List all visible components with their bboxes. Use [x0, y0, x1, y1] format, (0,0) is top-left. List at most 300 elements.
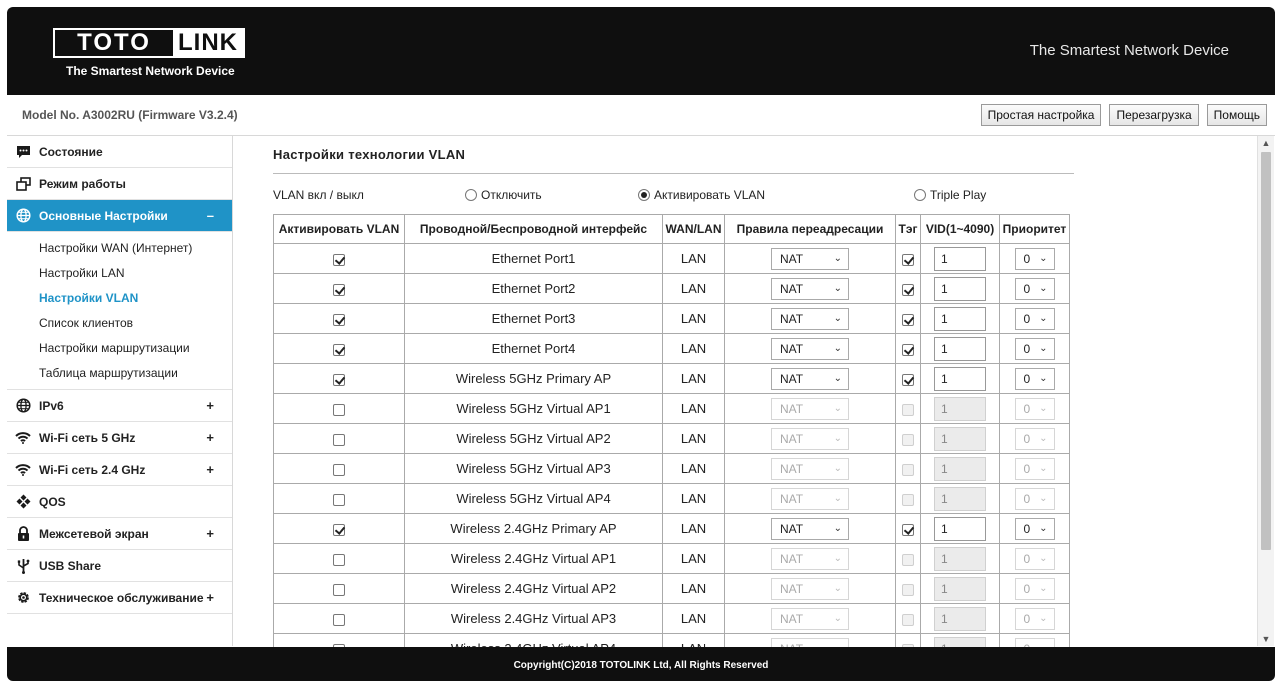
forwarding-rule-value: NAT — [780, 461, 804, 476]
forwarding-rule-value: NAT — [780, 491, 804, 506]
tag-cell — [896, 244, 921, 274]
forwarding-rule-value: NAT — [780, 521, 804, 536]
iface-cell: Ethernet Port1 — [405, 244, 663, 274]
expand-icon[interactable]: + — [206, 590, 214, 605]
col-tag-header: Тэг — [896, 215, 921, 244]
enable-cell — [274, 304, 405, 334]
forwarding-rule-value: NAT — [780, 311, 804, 326]
priority-select[interactable] — [1015, 518, 1055, 540]
vid-input[interactable]: 1 — [934, 247, 986, 271]
vid-input[interactable]: 1 — [934, 337, 986, 361]
priority-select[interactable] — [1015, 458, 1055, 480]
table-row — [274, 364, 1070, 394]
header — [7, 7, 1275, 95]
chevron-down-icon: ⌄ — [1039, 342, 1048, 354]
sidebar-item-label: QOS — [39, 494, 66, 509]
tag-cell — [896, 334, 921, 364]
priority-select[interactable] — [1015, 368, 1055, 390]
lock-icon — [15, 526, 31, 542]
prio-cell — [1000, 364, 1070, 394]
priority-value: 0 — [1023, 461, 1031, 476]
forwarding-rule-select[interactable] — [771, 278, 849, 300]
totolink-logo[interactable] — [53, 28, 249, 78]
tag-checkbox[interactable] — [902, 314, 914, 326]
vid-input[interactable]: 1 — [934, 307, 986, 331]
priority-select[interactable] — [1015, 398, 1055, 420]
logo-right-text: LINK — [173, 30, 243, 56]
rule-cell — [725, 574, 896, 604]
expand-icon[interactable]: + — [206, 430, 214, 445]
chevron-down-icon: ⌄ — [1039, 402, 1048, 414]
rule-cell — [725, 454, 896, 484]
vid-cell — [921, 304, 1000, 334]
forwarding-rule-select[interactable] — [771, 428, 849, 450]
chevron-down-icon: ⌄ — [1039, 612, 1048, 624]
enable-cell — [274, 514, 405, 544]
col-iface-header: Проводной/Беспроводной интерфейс — [405, 215, 663, 244]
wifi-icon — [15, 462, 31, 478]
table-row — [274, 574, 1070, 604]
radio-disable[interactable] — [465, 188, 542, 202]
enable-vlan-checkbox[interactable] — [333, 314, 345, 326]
tag-checkbox[interactable] — [902, 284, 914, 296]
vid-cell — [921, 334, 1000, 364]
expand-icon[interactable]: + — [206, 398, 214, 413]
tag-checkbox[interactable] — [902, 254, 914, 266]
enable-cell — [274, 244, 405, 274]
rule-cell — [725, 394, 896, 424]
sidebar-item-8[interactable] — [7, 550, 232, 582]
wanlan-cell: LAN — [663, 454, 725, 484]
priority-value: 0 — [1023, 491, 1031, 506]
priority-value: 0 — [1023, 371, 1031, 386]
tag-checkbox[interactable] — [902, 374, 914, 386]
forwarding-rule-select[interactable] — [771, 548, 849, 570]
forwarding-rule-select[interactable] — [771, 608, 849, 630]
model-bar — [7, 95, 1275, 136]
enable-vlan-checkbox[interactable] — [333, 254, 345, 266]
prio-cell — [1000, 544, 1070, 574]
tag-cell — [896, 364, 921, 394]
chevron-down-icon: ⌄ — [1039, 252, 1048, 264]
enable-cell — [274, 574, 405, 604]
vid-cell — [921, 424, 1000, 454]
globe-icon — [15, 398, 31, 414]
chevron-down-icon: ⌄ — [833, 552, 842, 564]
tag-cell — [896, 484, 921, 514]
chevron-down-icon: ⌄ — [833, 432, 842, 444]
sidebar-item-label: Режим работы — [39, 176, 126, 191]
enable-cell — [274, 274, 405, 304]
chevron-down-icon: ⌄ — [833, 462, 842, 474]
chevron-down-icon: ⌄ — [833, 342, 842, 354]
prio-cell — [1000, 334, 1070, 364]
prio-cell — [1000, 244, 1070, 274]
usb-icon — [15, 558, 31, 574]
col-rule-header: Правила переадресации — [725, 215, 896, 244]
vid-input[interactable]: 1 — [934, 487, 986, 511]
vid-cell — [921, 454, 1000, 484]
prio-cell — [1000, 394, 1070, 424]
priority-value: 0 — [1023, 251, 1031, 266]
header-slogan: The Smartest Network Device — [1029, 42, 1229, 59]
vlan-table — [273, 214, 1070, 664]
iface-cell: Ethernet Port4 — [405, 334, 663, 364]
radio-disable-label: Отключить — [481, 188, 542, 202]
wanlan-cell: LAN — [663, 484, 725, 514]
sidebar-item-0[interactable] — [7, 136, 232, 168]
wanlan-cell: LAN — [663, 574, 725, 604]
iface-cell: Wireless 2.4GHz Primary AP — [405, 514, 663, 544]
chevron-down-icon: ⌄ — [1039, 522, 1048, 534]
expand-icon[interactable]: + — [206, 526, 214, 541]
table-row — [274, 274, 1070, 304]
wanlan-cell: LAN — [663, 274, 725, 304]
rule-cell — [725, 304, 896, 334]
page-title: Настройки технологии VLAN — [273, 147, 466, 162]
enable-vlan-checkbox[interactable] — [333, 344, 345, 356]
chevron-down-icon: ⌄ — [1039, 582, 1048, 594]
submenu-item-4[interactable]: Настройки маршрутизации — [39, 340, 190, 355]
iface-cell: Wireless 5GHz Virtual AP2 — [405, 424, 663, 454]
vid-cell — [921, 484, 1000, 514]
collapse-icon[interactable]: – — [206, 208, 214, 223]
vid-cell — [921, 244, 1000, 274]
vid-input[interactable]: 1 — [934, 277, 986, 301]
basic-settings-submenu — [7, 232, 232, 390]
enable-cell — [274, 334, 405, 364]
wanlan-cell: LAN — [663, 424, 725, 454]
help-button[interactable]: Помощь — [1207, 104, 1267, 126]
tag-cell — [896, 454, 921, 484]
priority-value: 0 — [1023, 521, 1031, 536]
tag-checkbox[interactable] — [902, 404, 914, 416]
col-wanlan-header: WAN/LAN — [663, 215, 725, 244]
enable-cell — [274, 424, 405, 454]
submenu-item-2[interactable]: Настройки VLAN — [39, 290, 139, 305]
priority-select[interactable] — [1015, 548, 1055, 570]
col-prio-header: Приоритет — [1000, 215, 1070, 244]
sidebar-item-label: Основные Настройки — [39, 208, 168, 223]
priority-value: 0 — [1023, 551, 1031, 566]
enable-cell — [274, 454, 405, 484]
tag-cell — [896, 514, 921, 544]
iface-cell: Wireless 2.4GHz Virtual AP3 — [405, 604, 663, 634]
priority-select[interactable] — [1015, 488, 1055, 510]
vlan-toggle-label: VLAN вкл / выкл — [273, 188, 364, 202]
prio-cell — [1000, 274, 1070, 304]
chevron-down-icon: ⌄ — [1039, 312, 1048, 324]
wanlan-cell: LAN — [663, 244, 725, 274]
priority-value: 0 — [1023, 311, 1031, 326]
sidebar-item-6[interactable] — [7, 486, 232, 518]
enable-vlan-checkbox[interactable] — [333, 494, 345, 506]
chat-bubble-icon — [15, 144, 31, 160]
prio-cell — [1000, 454, 1070, 484]
table-row — [274, 604, 1070, 634]
table-row — [274, 484, 1070, 514]
priority-value: 0 — [1023, 401, 1031, 416]
table-header-row — [274, 215, 1070, 244]
vid-input[interactable]: 1 — [934, 457, 986, 481]
enable-vlan-checkbox[interactable] — [333, 524, 345, 536]
vid-input[interactable]: 1 — [934, 607, 986, 631]
content-scrollbar[interactable] — [1257, 136, 1274, 646]
forwarding-rule-value: NAT — [780, 431, 804, 446]
chevron-down-icon: ⌄ — [833, 522, 842, 534]
priority-value: 0 — [1023, 341, 1031, 356]
sidebar-item-9[interactable] — [7, 582, 232, 614]
logo-box — [53, 28, 245, 58]
wanlan-cell: LAN — [663, 604, 725, 634]
tag-checkbox[interactable] — [902, 554, 914, 566]
prio-cell — [1000, 514, 1070, 544]
submenu-item-0[interactable]: Настройки WAN (Интернет) — [39, 240, 193, 255]
tag-checkbox[interactable] — [902, 494, 914, 506]
wanlan-cell: LAN — [663, 364, 725, 394]
tag-checkbox[interactable] — [902, 614, 914, 626]
model-number: Model No. A3002RU (Firmware V3.2.4) — [22, 108, 238, 122]
iface-cell: Wireless 2.4GHz Virtual AP1 — [405, 544, 663, 574]
tag-checkbox[interactable] — [902, 344, 914, 356]
radio-triple-dot[interactable] — [914, 189, 926, 201]
enable-cell — [274, 364, 405, 394]
easy-setup-button[interactable]: Простая настройка — [981, 104, 1102, 126]
forwarding-rule-select[interactable] — [771, 368, 849, 390]
priority-select[interactable] — [1015, 608, 1055, 630]
chevron-down-icon: ⌄ — [833, 252, 842, 264]
vid-input[interactable]: 1 — [934, 517, 986, 541]
enable-vlan-checkbox[interactable] — [333, 434, 345, 446]
diamonds-icon — [15, 494, 31, 510]
vid-cell — [921, 544, 1000, 574]
submenu-item-3[interactable]: Список клиентов — [39, 315, 134, 330]
tag-cell — [896, 544, 921, 574]
logo-tagline: The Smartest Network Device — [66, 64, 235, 78]
vid-input[interactable]: 1 — [934, 547, 986, 571]
forwarding-rule-select[interactable] — [771, 338, 849, 360]
tag-cell — [896, 394, 921, 424]
iface-cell: Wireless 5GHz Primary AP — [405, 364, 663, 394]
vid-input[interactable]: 1 — [934, 397, 986, 421]
iface-cell: Ethernet Port2 — [405, 274, 663, 304]
vid-cell — [921, 274, 1000, 304]
vid-cell — [921, 394, 1000, 424]
chevron-down-icon: ⌄ — [833, 402, 842, 414]
chevron-down-icon: ⌄ — [1039, 552, 1048, 564]
forwarding-rule-value: NAT — [780, 251, 804, 266]
forwarding-rule-select[interactable] — [771, 398, 849, 420]
windows-icon — [15, 176, 31, 192]
chevron-down-icon: ⌄ — [833, 372, 842, 384]
iface-cell: Ethernet Port3 — [405, 304, 663, 334]
rule-cell — [725, 334, 896, 364]
sidebar-item-label: USB Share — [39, 558, 102, 573]
forwarding-rule-select[interactable] — [771, 458, 849, 480]
chevron-down-icon: ⌄ — [1039, 282, 1048, 294]
submenu-item-1[interactable]: Настройки LAN — [39, 265, 125, 280]
radio-enable-label: Активировать VLAN — [654, 188, 766, 202]
rule-cell — [725, 274, 896, 304]
radio-enable-dot[interactable] — [638, 189, 650, 201]
priority-select[interactable] — [1015, 248, 1055, 270]
forwarding-rule-select[interactable] — [771, 578, 849, 600]
vid-cell — [921, 514, 1000, 544]
sidebar-item-label: IPv6 — [39, 398, 64, 413]
priority-value: 0 — [1023, 611, 1031, 626]
priority-value: 0 — [1023, 431, 1031, 446]
tag-checkbox[interactable] — [902, 434, 914, 446]
iface-cell: Wireless 5GHz Virtual AP1 — [405, 394, 663, 424]
logo-left-text: TOTO — [77, 29, 151, 56]
chevron-down-icon: ⌄ — [833, 492, 842, 504]
priority-select[interactable] — [1015, 308, 1055, 330]
forwarding-rule-value: NAT — [780, 401, 804, 416]
priority-select[interactable] — [1015, 578, 1055, 600]
sidebar-item-label: Wi-Fi сеть 5 GHz — [39, 430, 136, 445]
chevron-down-icon: ⌄ — [1039, 492, 1048, 504]
main-content — [233, 136, 1256, 646]
rule-cell — [725, 364, 896, 394]
sidebar-item-7[interactable] — [7, 518, 232, 550]
rule-cell — [725, 484, 896, 514]
table-row — [274, 454, 1070, 484]
tag-checkbox[interactable] — [902, 584, 914, 596]
scroll-down-arrow[interactable]: ▼ — [1261, 634, 1271, 644]
rule-cell — [725, 544, 896, 574]
sidebar-item-label: Техническое обслуживание — [39, 590, 204, 605]
reboot-button[interactable]: Перезагрузка — [1109, 104, 1198, 126]
col-enable-header: Активировать VLAN — [274, 215, 405, 244]
sidebar-item-2[interactable] — [7, 200, 232, 232]
enable-cell — [274, 394, 405, 424]
prio-cell — [1000, 304, 1070, 334]
sidebar-item-3[interactable] — [7, 390, 232, 422]
wifi-icon — [15, 430, 31, 446]
chevron-down-icon: ⌄ — [1039, 432, 1048, 444]
vid-cell — [921, 604, 1000, 634]
radio-triple-play[interactable] — [914, 188, 986, 202]
sidebar-item-label: Межсетевой экран — [39, 526, 149, 541]
footer: Copyright(C)2018 TOTOLINK Ltd, All Rights Reserved — [7, 647, 1275, 681]
forwarding-rule-value: NAT — [780, 551, 804, 566]
sidebar-item-label: Wi-Fi сеть 2.4 GHz — [39, 462, 146, 477]
wanlan-cell: LAN — [663, 544, 725, 574]
forwarding-rule-value: NAT — [780, 341, 804, 356]
chevron-down-icon: ⌄ — [1039, 462, 1048, 474]
iface-cell: Wireless 2.4GHz Virtual AP2 — [405, 574, 663, 604]
forwarding-rule-value: NAT — [780, 611, 804, 626]
rule-cell — [725, 424, 896, 454]
tag-cell — [896, 424, 921, 454]
table-row — [274, 514, 1070, 544]
priority-select[interactable] — [1015, 428, 1055, 450]
tag-checkbox[interactable] — [902, 524, 914, 536]
chevron-down-icon: ⌄ — [833, 582, 842, 594]
enable-vlan-checkbox[interactable] — [333, 464, 345, 476]
priority-value: 0 — [1023, 581, 1031, 596]
wanlan-cell: LAN — [663, 304, 725, 334]
enable-vlan-checkbox[interactable] — [333, 284, 345, 296]
sidebar-item-5[interactable] — [7, 454, 232, 486]
forwarding-rule-select[interactable] — [771, 308, 849, 330]
col-vid-header: VID(1~4090) — [921, 215, 1000, 244]
forwarding-rule-select[interactable] — [771, 248, 849, 270]
prio-cell — [1000, 424, 1070, 454]
wanlan-cell: LAN — [663, 334, 725, 364]
rule-cell — [725, 244, 896, 274]
priority-value: 0 — [1023, 281, 1031, 296]
globe-icon — [15, 208, 31, 224]
prio-cell — [1000, 574, 1070, 604]
radio-triple-label: Triple Play — [930, 188, 987, 202]
enable-vlan-checkbox[interactable] — [333, 584, 345, 596]
table-row — [274, 244, 1070, 274]
forwarding-rule-select[interactable] — [771, 518, 849, 540]
forwarding-rule-value: NAT — [780, 371, 804, 386]
forwarding-rule-value: NAT — [780, 281, 804, 296]
radio-enable-vlan[interactable] — [638, 188, 765, 202]
tag-cell — [896, 274, 921, 304]
chevron-down-icon: ⌄ — [1039, 372, 1048, 384]
enable-vlan-checkbox[interactable] — [333, 374, 345, 386]
tag-checkbox[interactable] — [902, 464, 914, 476]
enable-vlan-checkbox[interactable] — [333, 404, 345, 416]
enable-vlan-checkbox[interactable] — [333, 614, 345, 626]
top-buttons — [981, 104, 1267, 126]
router-admin-window — [7, 7, 1275, 681]
table-row — [274, 334, 1070, 364]
sidebar — [7, 136, 233, 646]
sidebar-item-4[interactable] — [7, 422, 232, 454]
sidebar-item-1[interactable] — [7, 168, 232, 200]
table-row — [274, 544, 1070, 574]
chevron-down-icon: ⌄ — [833, 612, 842, 624]
tag-cell — [896, 604, 921, 634]
priority-select[interactable] — [1015, 338, 1055, 360]
submenu-item-5[interactable]: Таблица маршрутизации — [39, 365, 178, 380]
enable-vlan-checkbox[interactable] — [333, 554, 345, 566]
prio-cell — [1000, 604, 1070, 634]
tag-cell — [896, 304, 921, 334]
expand-icon[interactable]: + — [206, 462, 214, 477]
vid-cell — [921, 364, 1000, 394]
tag-cell — [896, 574, 921, 604]
vid-input[interactable]: 1 — [934, 427, 986, 451]
vid-input[interactable]: 1 — [934, 577, 986, 601]
iface-cell: Wireless 5GHz Virtual AP4 — [405, 484, 663, 514]
enable-cell — [274, 544, 405, 574]
scroll-thumb[interactable] — [1261, 152, 1271, 550]
rule-cell — [725, 514, 896, 544]
gear-icon — [15, 590, 31, 606]
forwarding-rule-value: NAT — [780, 581, 804, 596]
vid-input[interactable]: 1 — [934, 367, 986, 391]
radio-disable-dot[interactable] — [465, 189, 477, 201]
priority-select[interactable] — [1015, 278, 1055, 300]
forwarding-rule-select[interactable] — [771, 488, 849, 510]
title-divider — [273, 173, 1074, 174]
sidebar-item-label: Состояние — [39, 144, 103, 159]
enable-cell — [274, 484, 405, 514]
scroll-up-arrow[interactable]: ▲ — [1261, 138, 1271, 148]
prio-cell — [1000, 484, 1070, 514]
chevron-down-icon: ⌄ — [833, 282, 842, 294]
table-row — [274, 304, 1070, 334]
enable-cell — [274, 604, 405, 634]
table-row — [274, 424, 1070, 454]
vid-cell — [921, 574, 1000, 604]
